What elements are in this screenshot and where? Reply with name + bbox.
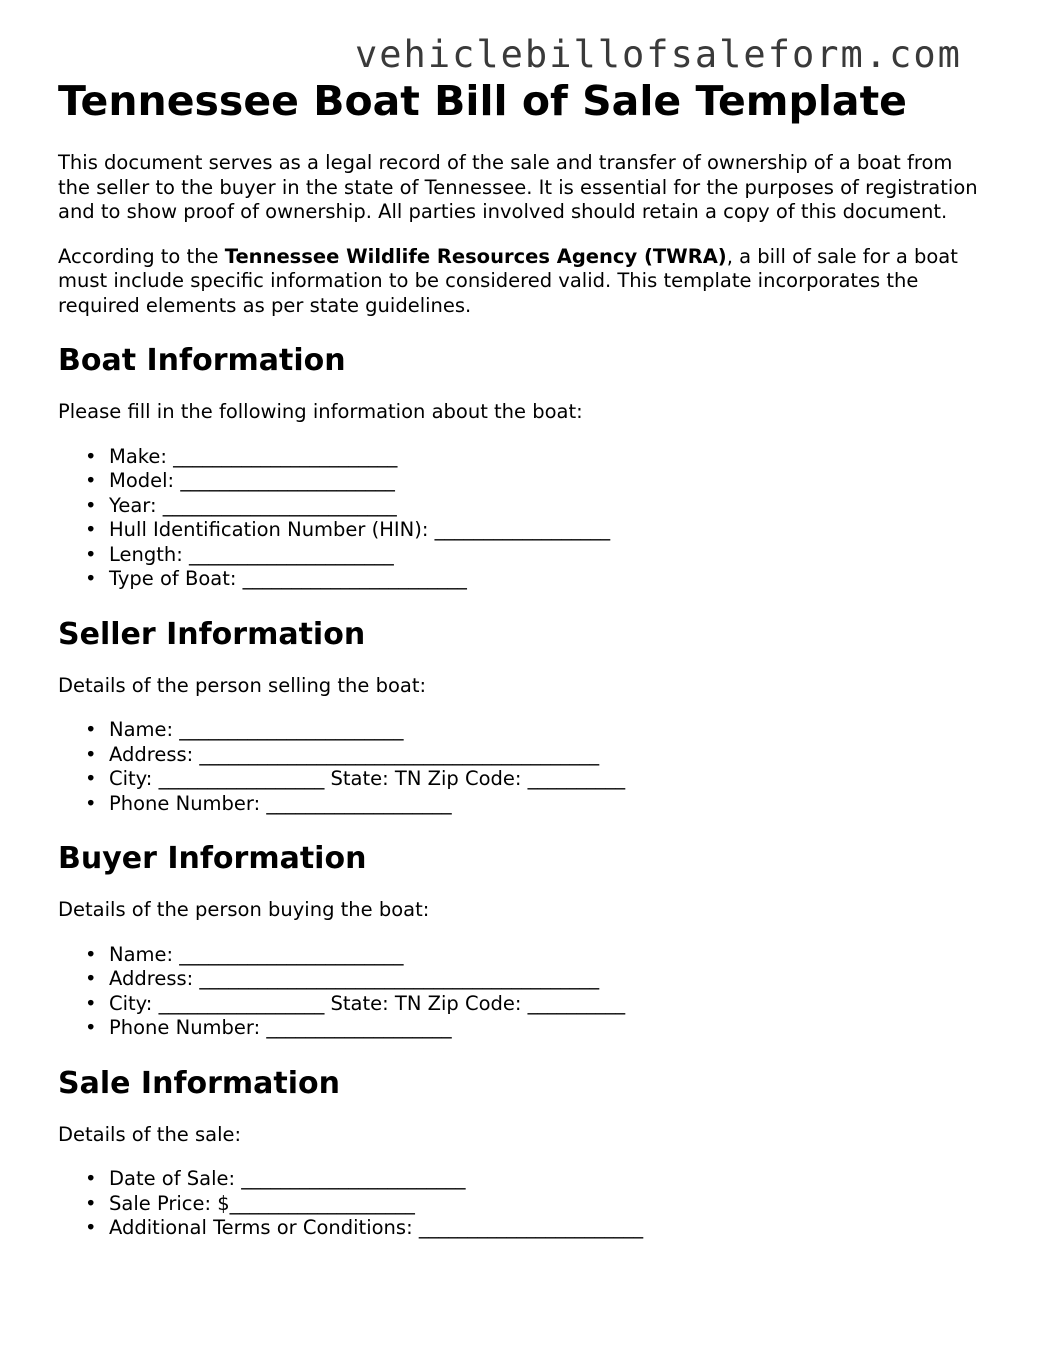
field-label: Phone Number: ___________________ (109, 791, 452, 815)
twra-suffix: , a bill of sale for a boat must include specific information to be considered valid. This template incorporates the required elements as per state guidelines. (58, 244, 958, 317)
boat-field-make[interactable] (58, 445, 988, 470)
bullet: • (85, 518, 97, 541)
boat-field-type[interactable] (58, 567, 988, 592)
sale-field-date[interactable] (58, 1167, 988, 1192)
field-label: City: _________________ State: TN Zip Code: __________ (109, 991, 626, 1015)
field-label: Hull Identification Number (HIN): __________________ (109, 518, 611, 541)
seller-fields-list (58, 718, 988, 816)
bullet: • (85, 493, 97, 517)
sale-fields-list (58, 1167, 988, 1241)
field-label: Name: _______________________ (109, 942, 404, 966)
field-label: City: _________________ State: TN Zip Code: __________ (109, 767, 626, 790)
field-label: Sale Price: $___________________ (109, 1191, 415, 1215)
page-title: Tennessee Boat Bill of Sale Template (58, 77, 907, 125)
sale-field-terms[interactable] (58, 1216, 988, 1241)
bullet: • (85, 542, 97, 566)
field-label: Address: _________________________________________ (109, 742, 600, 766)
boat-section-heading: Boat Information (58, 343, 346, 378)
bullet: • (85, 967, 97, 990)
field-label: Make: _______________________ (109, 444, 398, 468)
buyer-field-address[interactable] (58, 967, 988, 992)
buyer-section-heading: Buyer Information (58, 841, 367, 876)
field-label: Phone Number: ___________________ (109, 1016, 452, 1039)
bullet: • (85, 444, 97, 468)
bullet: • (85, 1216, 97, 1239)
site-watermark: vehiclebillofsaleform.com (355, 33, 962, 76)
bullet: • (85, 942, 97, 966)
twra-prefix: According to the (58, 244, 225, 268)
bullet: • (85, 718, 97, 741)
seller-field-name[interactable] (58, 718, 988, 743)
bullet: • (85, 567, 97, 590)
buyer-field-city-state-zip[interactable] (58, 992, 988, 1017)
buyer-field-phone[interactable] (58, 1016, 988, 1041)
seller-section-intro: Details of the person selling the boat: (58, 673, 427, 697)
boat-field-model[interactable] (58, 469, 988, 494)
seller-field-phone[interactable] (58, 792, 988, 817)
bullet: • (85, 1016, 97, 1039)
field-label: Year: ________________________ (109, 493, 397, 517)
sale-section-intro: Details of the sale: (58, 1122, 242, 1146)
boat-field-length[interactable] (58, 543, 988, 568)
bullet: • (85, 991, 97, 1015)
seller-field-city-state-zip[interactable] (58, 767, 988, 792)
boat-section-intro: Please fill in the following information about the boat: (58, 400, 583, 423)
bullet: • (85, 791, 97, 815)
field-label: Additional Terms or Conditions: _______________________ (109, 1216, 644, 1239)
field-label: Date of Sale: _______________________ (109, 1167, 466, 1190)
bullet: • (85, 742, 97, 766)
buyer-section-intro: Details of the person buying the boat: (58, 898, 430, 921)
field-label: Type of Boat: _______________________ (109, 567, 467, 590)
twra-agency-name: Tennessee Wildlife Resources Agency (TWRA) (224, 244, 727, 268)
boat-fields-list (58, 445, 988, 592)
field-label: Model: ______________________ (109, 469, 395, 492)
bullet: • (85, 1191, 97, 1215)
field-label: Length: _____________________ (109, 542, 394, 566)
boat-field-hin[interactable] (58, 518, 988, 543)
sale-field-price[interactable] (58, 1192, 988, 1217)
seller-section-heading: Seller Information (58, 616, 366, 652)
boat-field-year[interactable] (58, 494, 988, 519)
field-label: Address: _________________________________________ (109, 967, 600, 990)
intro-paragraph: This document serves as a legal record of the sale and transfer of ownership of a boat from the seller to the buyer in the state of Tennessee. It is essential for the purposes of registration and to show proof of ownership. All parties involved should retain a copy of this document. (58, 151, 978, 223)
sale-section-heading: Sale Information (58, 1065, 340, 1101)
field-label: Name: _______________________ (109, 718, 404, 741)
twra-paragraph (58, 245, 988, 319)
buyer-field-name[interactable] (58, 943, 988, 968)
buyer-fields-list (58, 943, 988, 1041)
bullet: • (85, 1167, 97, 1190)
bullet: • (85, 767, 97, 790)
seller-field-address[interactable] (58, 743, 988, 768)
document-page (58, 76, 988, 1259)
bullet: • (85, 469, 97, 492)
